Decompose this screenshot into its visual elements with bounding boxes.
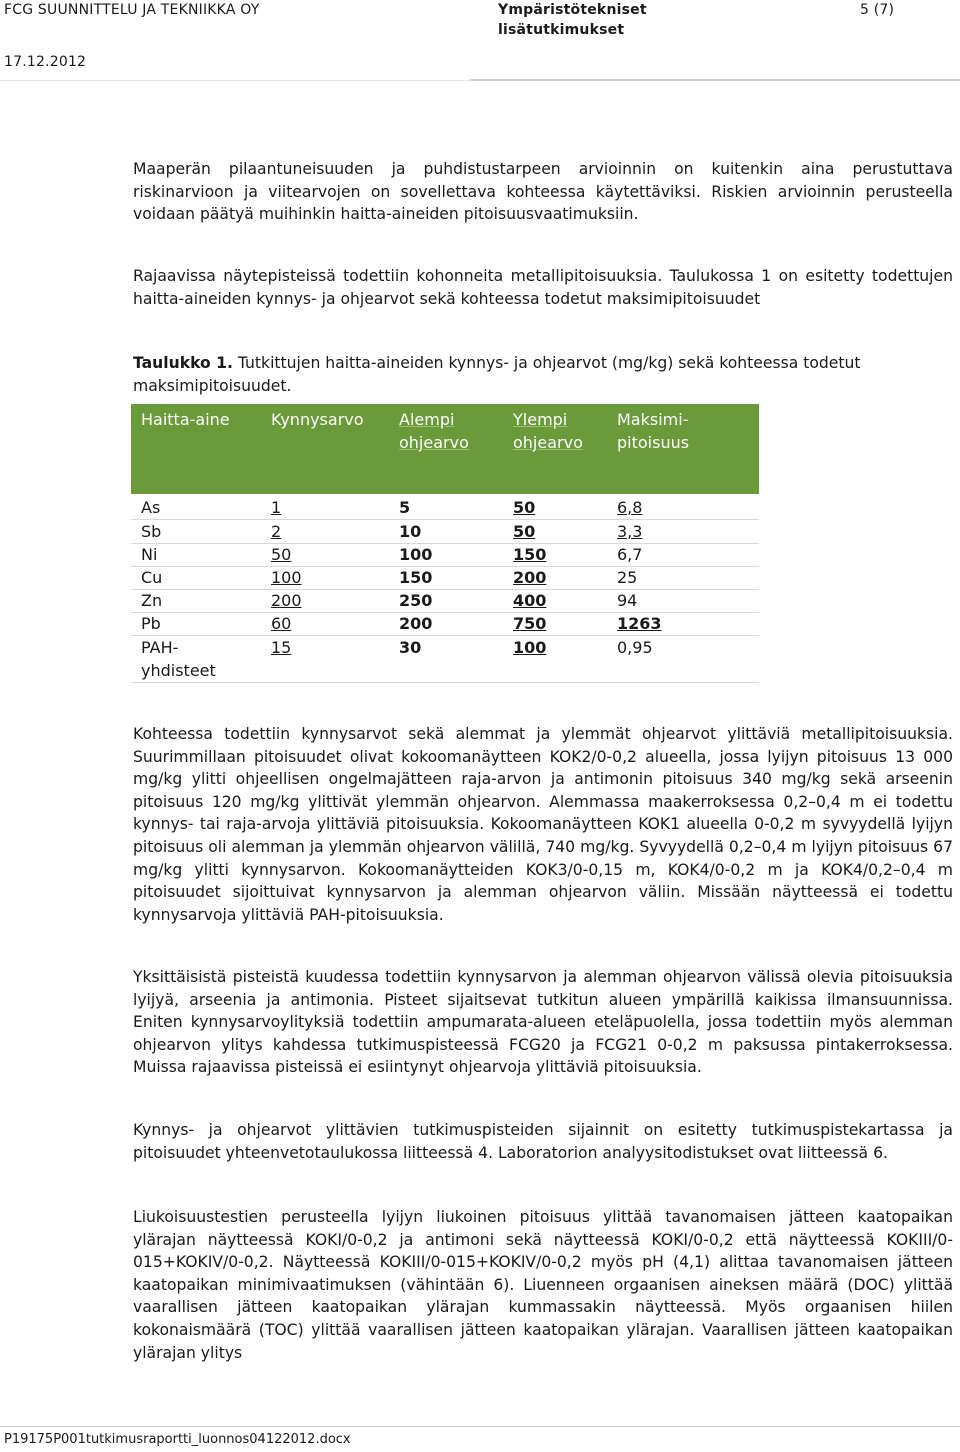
column-header-max-concentration: Maksimi-pitoisuus <box>617 410 690 452</box>
cell-upper-guideline: 200 <box>513 568 547 587</box>
column-header-upper-guideline: Ylempi ohjearvo <box>513 410 583 452</box>
cell-lower-guideline: 250 <box>399 591 433 610</box>
column-header-threshold: Kynnysarvo <box>271 410 364 429</box>
table-caption-label: Taulukko 1. <box>133 354 233 372</box>
table-row <box>131 496 759 519</box>
cell-max-concentration: 6,7 <box>617 545 643 564</box>
document-title: Ympäristötekniset <box>498 2 647 18</box>
table-caption <box>133 352 953 397</box>
company-name: FCG SUUNNITTELU JA TEKNIIKKA OY <box>4 2 260 18</box>
cell-substance: Sb <box>141 522 162 541</box>
cell-substance: As <box>141 498 161 517</box>
page-number: 5 (7) <box>860 2 895 18</box>
paragraph-risk-assessment: Maaperän pilaantuneisuuden ja puhdistustarpeen arvioinnin on kuitenkin aina perustuttava riskinarvioon ja viitearvojen on sovellettava kohteessa käytettäviksi. Riskien arvioinnin perusteella voidaan päätyä muihinkin haitta-aineiden pitoisuusvaatimuksiin. <box>133 160 953 224</box>
cell-threshold: 2 <box>271 522 282 541</box>
paragraph-map-reference: Kynnys- ja ohjearvot ylittävien tutkimuspisteiden sijainnit on esitetty tutkimuspistekartassa ja pitoisuudet yhteenvetotaulukossa liitteessä 4. Laboratorion analyysitodistukset ovat liitteessä 6. <box>133 1121 953 1162</box>
cell-upper-guideline: 50 <box>513 498 536 517</box>
cell-max-concentration: 1263 <box>617 614 662 633</box>
table-row <box>131 566 759 589</box>
cell-lower-guideline: 5 <box>399 498 411 517</box>
column-header-lower-guideline: Alempi ohjearvo <box>399 410 469 452</box>
footer-divider <box>0 1426 960 1427</box>
document-date: 17.12.2012 <box>4 54 87 70</box>
footer-filename: P19175P001tutkimusraportti_luonnos04122012.docx <box>4 1432 351 1447</box>
cell-lower-guideline: 200 <box>399 614 433 633</box>
table-caption-text: Tutkittujen haitta-aineiden kynnys- ja ohjearvot (mg/kg) sekä kohteessa todetut maksimipitoisuudet. <box>133 354 861 395</box>
table-bottom-border <box>131 682 759 683</box>
cell-upper-guideline: 400 <box>513 591 547 610</box>
cell-max-concentration: 3,3 <box>617 522 643 541</box>
cell-threshold: 200 <box>271 591 302 610</box>
cell-substance: Pb <box>141 614 161 633</box>
table-header <box>131 404 759 494</box>
cell-upper-guideline: 100 <box>513 638 547 657</box>
cell-lower-guideline: 100 <box>399 545 433 564</box>
cell-max-concentration: 6,8 <box>617 498 643 517</box>
document-subtitle: lisätutkimukset <box>498 22 625 38</box>
table-row <box>131 636 759 682</box>
cell-threshold: 100 <box>271 568 302 587</box>
cell-substance: Zn <box>141 591 163 610</box>
cell-threshold: 15 <box>271 638 292 657</box>
cell-max-concentration: 94 <box>617 591 638 610</box>
cell-threshold: 50 <box>271 545 292 564</box>
paragraph-findings: Kohteessa todettiin kynnysarvot sekä alemmat ja ylemmät ohjearvot ylittäviä metallipitoisuuksia. Suurimmillaan pitoisuudet olivat kokoomanäytteen KOK2/0-0,2 alueella, jossa lyijyn pitoisuus 13 000 mg/kg ylitti ohjeellisen ongelmajätteen raja-arvon ja antimonin pitoisuus 340 mg/kg sekä arseenin pitoisuus 120 mg/kg ylittivät ylemmän ohjearvon. Alemmassa maakerroksessa 0,2–0,4 m ei todettu kynnys- tai raja-arvoja ylittäviä pitoisuuksia. Kokoomanäytteen KOK1 alueella 0-0,2 m syvyydellä lyijyn pitoisuus oli alemman ja ylemmän ohjearvon välillä, 740 mg/kg. Syvyydellä 0,2–0,4 m lyijyn pitoisuus 67 mg/kg ylitti kynnysarvon. Kokoomanäytteiden KOK3/0-0,15 m, KOK4/0-0,2 m ja KOK4/0,2–0,4 m pitoisuudet sijoittuivat kynnysarvon ja alemman ohjearvon väliin. Missään näytteessä ei todettu kynnysarvoja ylittäviä PAH-pitoisuuksia. <box>133 725 953 924</box>
cell-threshold: 60 <box>271 614 292 633</box>
cell-upper-guideline: 50 <box>513 522 536 541</box>
cell-lower-guideline: 30 <box>399 638 422 657</box>
table-row <box>131 520 759 543</box>
cell-max-concentration: 0,95 <box>617 638 653 657</box>
cell-substance: Ni <box>141 545 158 564</box>
cell-substance: PAH-yhdisteet <box>141 638 216 680</box>
paragraph-boundary-points: Rajaavissa näytepisteissä todettiin kohonneita metallipitoisuuksia. Taulukossa 1 on esitetty todettujen haitta-aineiden kynnys- ja ohjearvot sekä kohteessa todetut maksimipitoisuudet <box>133 267 953 308</box>
cell-lower-guideline: 10 <box>399 522 422 541</box>
column-header-substance: Haitta-aine <box>141 410 230 429</box>
table-row <box>131 543 759 566</box>
cell-max-concentration: 25 <box>617 568 638 587</box>
cell-threshold: 1 <box>271 498 282 517</box>
table-row <box>131 589 759 612</box>
cell-substance: Cu <box>141 568 163 587</box>
cell-upper-guideline: 150 <box>513 545 547 564</box>
paragraph-leaching-tests: Liukoisuustestien perusteella lyijyn liukoinen pitoisuus ylittää tavanomaisen jätteen kaatopaikan ylärajan näytteessä KOKI/0-0,2 ja antimoni sekä näytteessä KOKI/0-0,2 että näytteessä KOKIII/0-015+KOKIV/0-0,2. Näytteessä KOKIII/0-015+KOKIV/0-0,2 myös pH (4,1) alittaa tavanomaisen jätteen kaatopaikan minimivaatimuksen (vähintään 6). Liuenneen orgaanisen aineksen määrä (DOC) ylittää vaarallisen jätteen kaatopaikan ylärajan kummassakin näytteessä. Myös orgaanisen hiilen kokonaismäärä (TOC) ylittää vaarallisen jätteen kaatopaikan ylärajan. Vaarallisen jätteen kaatopaikan ylärajan ylitys <box>133 1208 953 1362</box>
header-divider <box>0 80 960 81</box>
paragraph-individual-points: Yksittäisistä pisteistä kuudessa todettiin kynnysarvon ja alemman ohjearvon välissä olevia pitoisuuksia lyijyä, arseenia ja antimonia. Pisteet sijaitsevat tutkitun alueen ympärillä kaikissa ilmansuunnissa. Eniten kynnysarvoylityksiä todettiin ampumarata-alueen eteläpuolella, jossa todettiin myös alemman ohjearvon ylitys kahdessa tutkimuspisteessä FCG20 ja FCG21 0-0,2 m paksussa pintakerroksessa. Muissa rajaavissa pisteissä ei esiintynyt ohjearvoja ylittäviä pitoisuuksia. <box>133 968 953 1077</box>
cell-upper-guideline: 750 <box>513 614 547 633</box>
table-row <box>131 612 759 635</box>
cell-lower-guideline: 150 <box>399 568 433 587</box>
